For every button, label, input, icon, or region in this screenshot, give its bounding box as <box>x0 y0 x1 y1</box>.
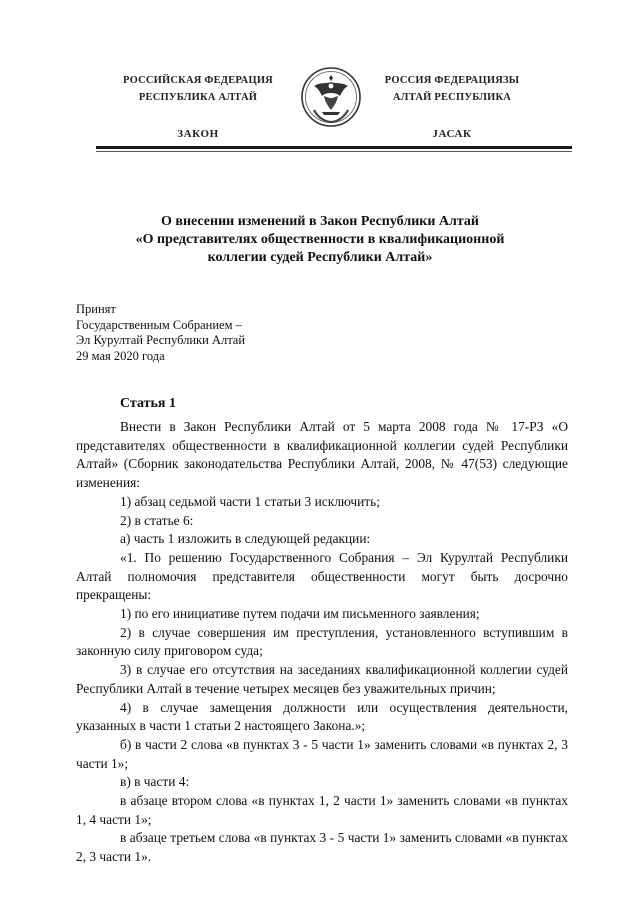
article-paragraph: в абзаце втором слова «в пунктах 1, 2 части 1» заменить словами «в пунктах 1, 4 части 1»; <box>76 793 568 827</box>
header-right-republic: АЛТАЙ РЕСПУБЛИКА <box>392 92 512 103</box>
article-paragraph: 1) абзац седьмой части 1 статьи 3 исключить; <box>120 493 380 509</box>
law-title <box>100 213 540 267</box>
article-paragraph: «1. По решению Государственного Собрания – Эл Курултай Республики Алтай полномочия представителя общественности могут быть досрочно прекращены: <box>76 549 568 603</box>
article-heading: Статья 1 <box>120 396 176 411</box>
header-left-law: ЗАКОН <box>177 128 219 140</box>
law-title-line: О внесении изменений в Закон Республики Алтай <box>161 214 479 229</box>
article-paragraph: 1) по его инициативе путем подачи им письменного заявления; <box>120 606 480 622</box>
article-paragraph: а) часть 1 изложить в следующей редакции: <box>120 531 371 547</box>
law-title-line: «О представителях общественности в квалификационной <box>135 232 505 247</box>
header-left-block <box>98 72 298 143</box>
header-divider-thick <box>96 146 572 149</box>
header-right-country: РОССИЯ ФЕДЕРАЦИЯЗЫ <box>384 75 520 86</box>
adoption-line: Эл Курултай Республики Алтай <box>76 333 246 347</box>
adoption-line: Государственным Собранием – <box>76 317 242 332</box>
header-right-block <box>352 72 552 143</box>
article-paragraph: 2) в случае совершения им преступления, установленного вступившим в законную силу приговором суда; <box>76 624 568 659</box>
adoption-line: Принят <box>76 302 116 316</box>
adoption-info <box>76 302 376 364</box>
article-paragraph: 3) в случае его отсутствия на заседаниях квалификационной коллегии судей Республики Алтай в течение четырех месяцев без уважительных причин; <box>76 662 568 696</box>
header-right-law: JАСАК <box>432 128 472 140</box>
header-left-country: РОССИЙСКАЯ ФЕДЕРАЦИЯ <box>123 75 273 86</box>
adoption-date: 29 мая 2020 года <box>76 348 165 363</box>
header-left-republic: РЕСПУБЛИКА АЛТАЙ <box>138 92 258 103</box>
article-paragraph: 2) в статье 6: <box>120 512 194 528</box>
article-paragraph: 4) в случае замещения должности или осуществления деятельности, указанных в части 1 статьи 2 настоящего Закона.»; <box>76 699 568 734</box>
article-body <box>76 418 568 867</box>
header-divider-thin <box>96 151 572 152</box>
article-paragraph: в абзаце третьем слова «в пунктах 3 - 5 части 1» заменить словами «в пунктах 2, 3 части 1». <box>76 830 568 865</box>
article-paragraph: в) в части 4: <box>120 774 190 790</box>
law-title-line: коллегии судей Республики Алтай» <box>207 250 433 265</box>
article-paragraph: б) в части 2 слова «в пунктах 3 - 5 части 1» заменить словами «в пунктах 2, 3 части 1»; <box>76 736 568 771</box>
article-paragraph: Внести в Закон Республики Алтай от 5 марта 2008 года № 17-РЗ «О представителях общественности в квалификационной коллегии судей Республики Алтай» (Сборник законодательства Республики Алтай, 2008, № 47(53) следующие изменения: <box>76 419 568 491</box>
